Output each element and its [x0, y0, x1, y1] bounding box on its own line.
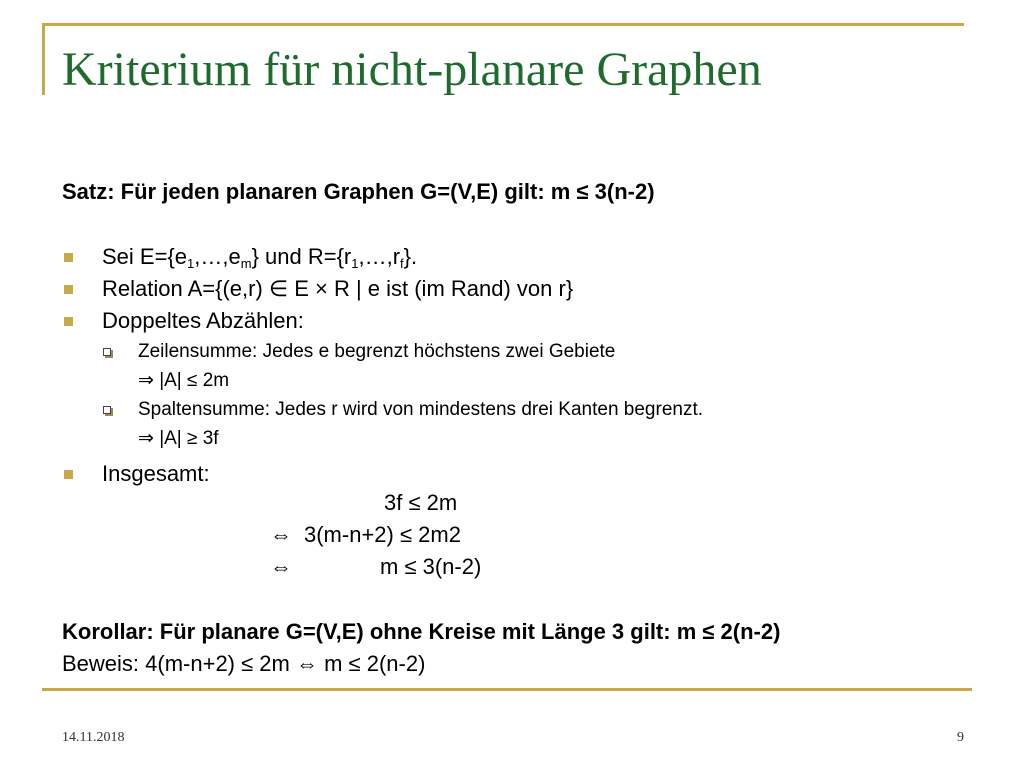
- bullet-double-counting: Doppeltes Abzählen:: [102, 308, 304, 333]
- bullet-in-total: Insgesamt:: [102, 461, 210, 486]
- proof-line: Beweis: 4(m-n+2) ≤ 2m ⇔ m ≤ 2(n-2): [62, 651, 426, 676]
- bullet-marker: [64, 285, 73, 294]
- equation-line-2: 3(m-n+2) ≤ 2m2: [304, 522, 461, 547]
- frame-top-rule: [42, 23, 964, 26]
- bullet-marker: [64, 253, 73, 262]
- sub-bullet-marker: [103, 406, 111, 414]
- row-sum-result: ⇒ |A| ≤ 2m: [138, 370, 230, 391]
- bullet-marker: [64, 470, 73, 479]
- sub-bullet-column-sum: Spaltensumme: Jedes r wird von mindestens drei Kanten begrenzt.: [138, 399, 704, 420]
- sub-bullet-marker: [103, 348, 111, 356]
- footer-date: 14.11.2018: [62, 730, 125, 745]
- column-sum-result: ⇒ |A| ≥ 3f: [138, 428, 219, 449]
- sub-bullet-row-sum: Zeilensumme: Jedes e begrenzt höchstens zwei Gebiete: [138, 341, 616, 362]
- equivalence-symbol: ⇔: [270, 554, 292, 579]
- theorem-statement: Satz: Für jeden planaren Graphen G=(V,E) gilt: m ≤ 3(n-2): [62, 179, 655, 204]
- equation-line-3: m ≤ 3(n-2): [380, 554, 482, 579]
- bullet-edge-region-sets: Sei $E=\{e_1,\dots,e_m\}$ und $R=\{r_1,\dots,r_f\}$.: [102, 244, 418, 271]
- corollary-statement: Korollar: Für planare G=(V,E) ohne Kreise mit Länge 3 gilt: m ≤ 2(n-2): [62, 619, 781, 644]
- equivalence-symbol: ⇔: [270, 522, 292, 547]
- bullet-relation: Relation A={(e,r) ∈ E × R | e ist (im Rand) von r}: [102, 276, 574, 301]
- bullet-marker: [64, 317, 73, 326]
- footer-page-number: 9: [957, 730, 964, 745]
- slide-title: Kriterium für nicht-planare Graphen: [62, 43, 762, 96]
- frame-left-rule: [42, 23, 45, 95]
- frame-bottom-rule: [42, 688, 972, 691]
- equation-line-1: 3f ≤ 2m: [384, 490, 458, 515]
